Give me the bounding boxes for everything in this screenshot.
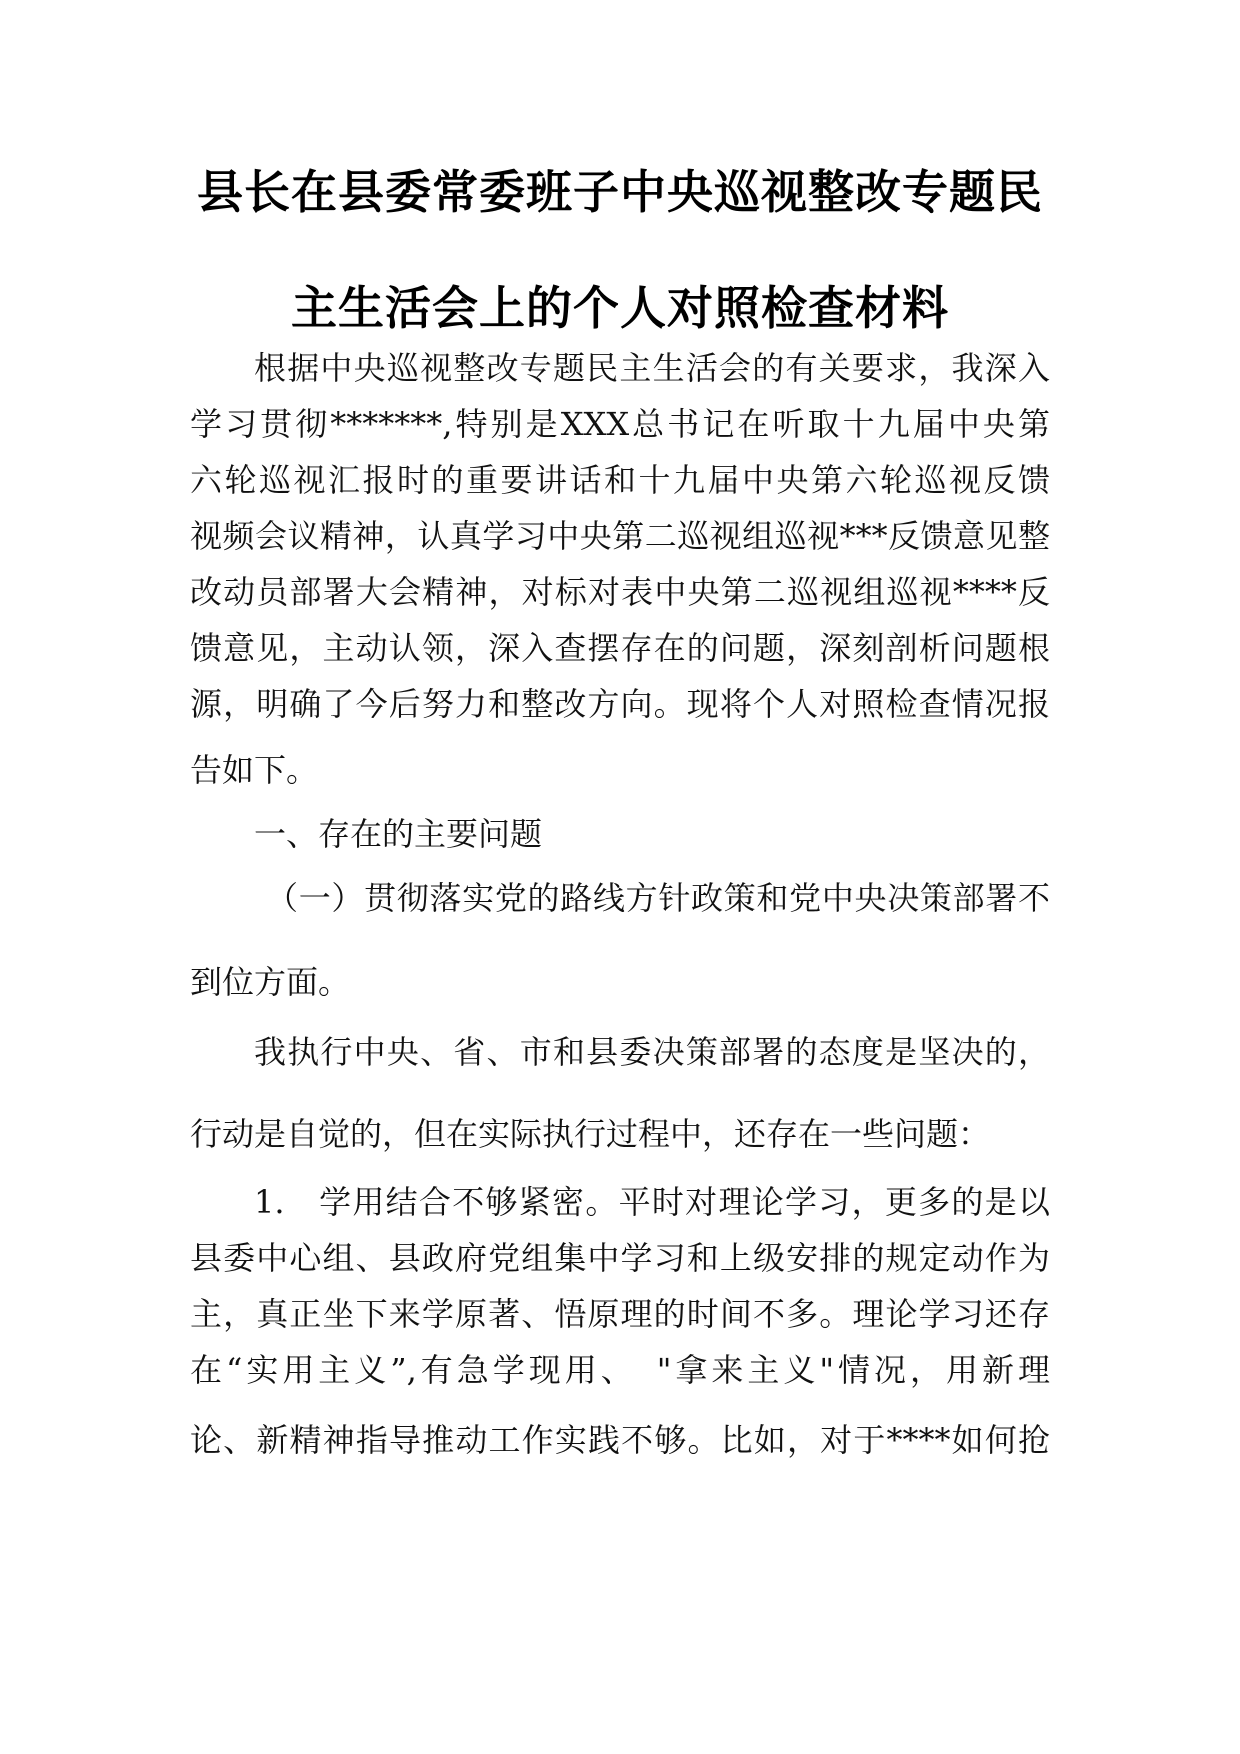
paragraph-line: 源，明确了今后努力和整改方向。现将个人对照检查情况报 <box>190 685 1050 723</box>
list-item-line: 县委中心组、县政府党组集中学习和上级安排的规定动作为 <box>190 1239 1050 1277</box>
section-heading: 一、存在的主要问题 <box>254 815 543 853</box>
list-item-line: 1. 学用结合不够紧密。平时对理论学习，更多的是以 <box>254 1183 1050 1221</box>
subsection-heading-cont: 到位方面。 <box>190 963 351 1001</box>
document-title-line-1: 县长在县委常委班子中央巡视整改专题民 <box>197 165 1043 219</box>
list-item-line: 主，真正坐下来学原著、悟原理的时间不多。理论学习还存 <box>190 1295 1050 1333</box>
subsection-heading: （一）贯彻落实党的路线方针政策和党中央决策部署不 <box>266 879 1050 917</box>
list-item-line: 论、新精神指导推动工作实践不够。比如，对于****如何抢 <box>190 1421 1050 1459</box>
paragraph-line: 告如下。 <box>190 751 319 789</box>
paragraph-line: 改动员部署大会精神，对标对表中央第二巡视组巡视****反 <box>190 573 1050 611</box>
paragraph-line: 行动是自觉的，但在实际执行过程中，还存在一些问题： <box>190 1115 991 1153</box>
list-item-line: 在“实用主义”,有急学现用、 "拿来主义"情况，用新理 <box>190 1351 1050 1389</box>
paragraph-line: 馈意见，主动认领，深入查摆存在的问题，深刻剖析问题根 <box>190 629 1050 667</box>
paragraph-line: 学习贯彻*******,特别是XXX总书记在听取十九届中央第 <box>190 405 1050 443</box>
paragraph-line: 视频会议精神，认真学习中央第二巡视组巡视***反馈意见整 <box>190 517 1050 555</box>
document-title-line-2: 主生活会上的个人对照检查材料 <box>291 281 949 335</box>
paragraph-line: 六轮巡视汇报时的重要讲话和十九届中央第六轮巡视反馈 <box>190 461 1050 499</box>
paragraph-line: 我执行中央、省、市和县委决策部署的态度是坚决的， <box>254 1033 1050 1071</box>
paragraph-line: 根据中央巡视整改专题民主生活会的有关要求，我深入 <box>254 349 1050 387</box>
